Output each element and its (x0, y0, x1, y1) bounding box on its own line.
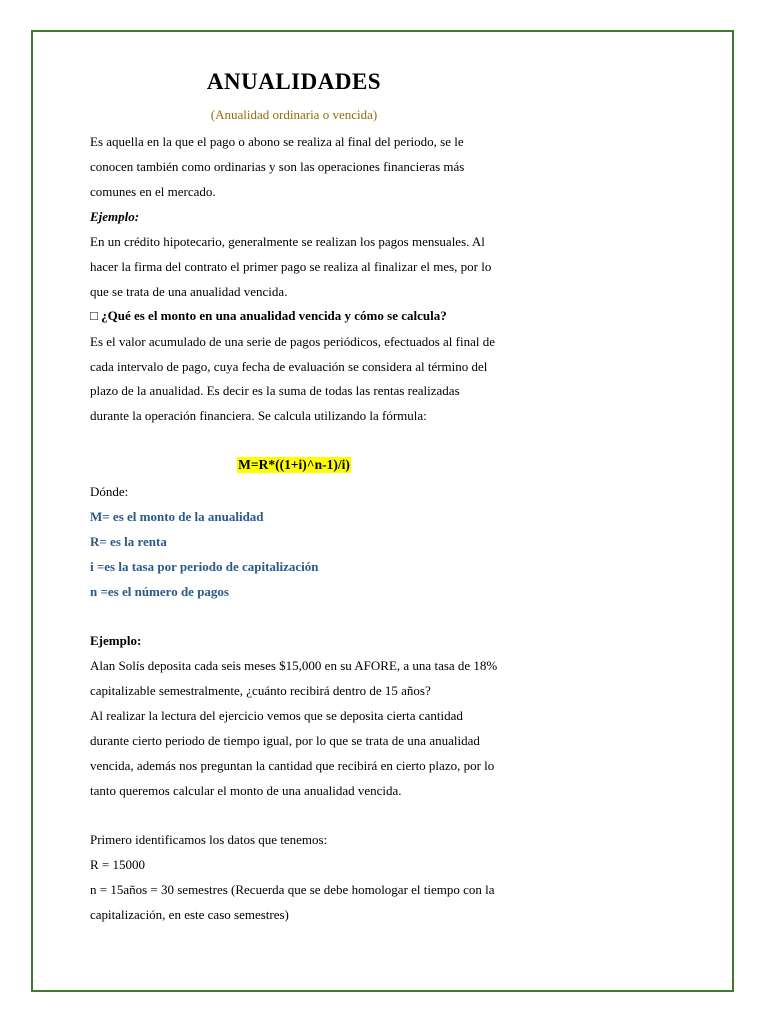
data-line: capitalización, en este caso semestres) (90, 907, 289, 922)
formula: M=R*((1+i)^n-1)/i) (238, 457, 350, 472)
example2-line: tanto queremos calcular el monto de una anualidad vencida. (90, 783, 402, 798)
definition-m: M= es el monto de la anualidad (90, 509, 264, 524)
formula-container (0, 456, 588, 474)
bullet-icon: □ (90, 308, 98, 323)
data-line: R = 15000 (90, 857, 146, 872)
subtitle: (Anualidad ordinaria o vencida) (210, 107, 378, 122)
example1-heading: Ejemplo: (90, 209, 140, 224)
answer-line: Es el valor acumulado de una serie de pagos periódicos, efectuados al final de (90, 334, 496, 349)
data-intro: Primero identificamos los datos que tenemos: (90, 832, 328, 847)
intro-line: comunes en el mercado. (90, 184, 216, 199)
title: ANUALIDADES (206, 69, 382, 94)
intro-line: Es aquella en la que el pago o abono se realiza al final del periodo, se le (90, 134, 464, 149)
example2-line: Alan Solís deposita cada seis meses $15,000 en su AFORE, a una tasa de 18% (90, 658, 498, 673)
example1-line: hacer la firma del contrato el primer pago se realiza al finalizar el mes, por lo (90, 259, 492, 274)
example2-line: capitalizable semestralmente, ¿cuánto recibirá dentro de 15 años? (90, 683, 431, 698)
definition-r: R= es la renta (90, 534, 167, 549)
answer-line: plazo de la anualidad. Es decir es la suma de todas las rentas realizadas (90, 383, 460, 398)
question-heading: □ ¿Qué es el monto en una anualidad vencida y cómo se calcula? (90, 308, 447, 323)
definition-n: n =es el número de pagos (90, 584, 229, 599)
example2-line: Al realizar la lectura del ejercicio vemos que se deposita cierta cantidad (90, 708, 463, 723)
donde-label: Dónde: (90, 484, 129, 499)
example1-line: En un crédito hipotecario, generalmente se realizan los pagos mensuales. Al (90, 234, 485, 249)
data-line: n = 15años = 30 semestres (Recuerda que se debe homologar el tiempo con la (90, 882, 495, 897)
intro-line: conocen también como ordinarias y son las operaciones financieras más (90, 159, 465, 174)
answer-line: durante la operación financiera. Se calcula utilizando la fórmula: (90, 408, 427, 423)
definition-i: i =es la tasa por periodo de capitalización (90, 559, 319, 574)
example2-heading: Ejemplo: (90, 633, 142, 648)
answer-line: cada intervalo de pago, cuya fecha de evaluación se considera al término del (90, 359, 488, 374)
example2-line: durante cierto periodo de tiempo igual, por lo que se trata de una anualidad (90, 733, 480, 748)
example1-line: que se trata de una anualidad vencida. (90, 284, 288, 299)
example2-line: vencida, además nos preguntan la cantidad que recibirá en cierto plazo, por lo (90, 758, 495, 773)
